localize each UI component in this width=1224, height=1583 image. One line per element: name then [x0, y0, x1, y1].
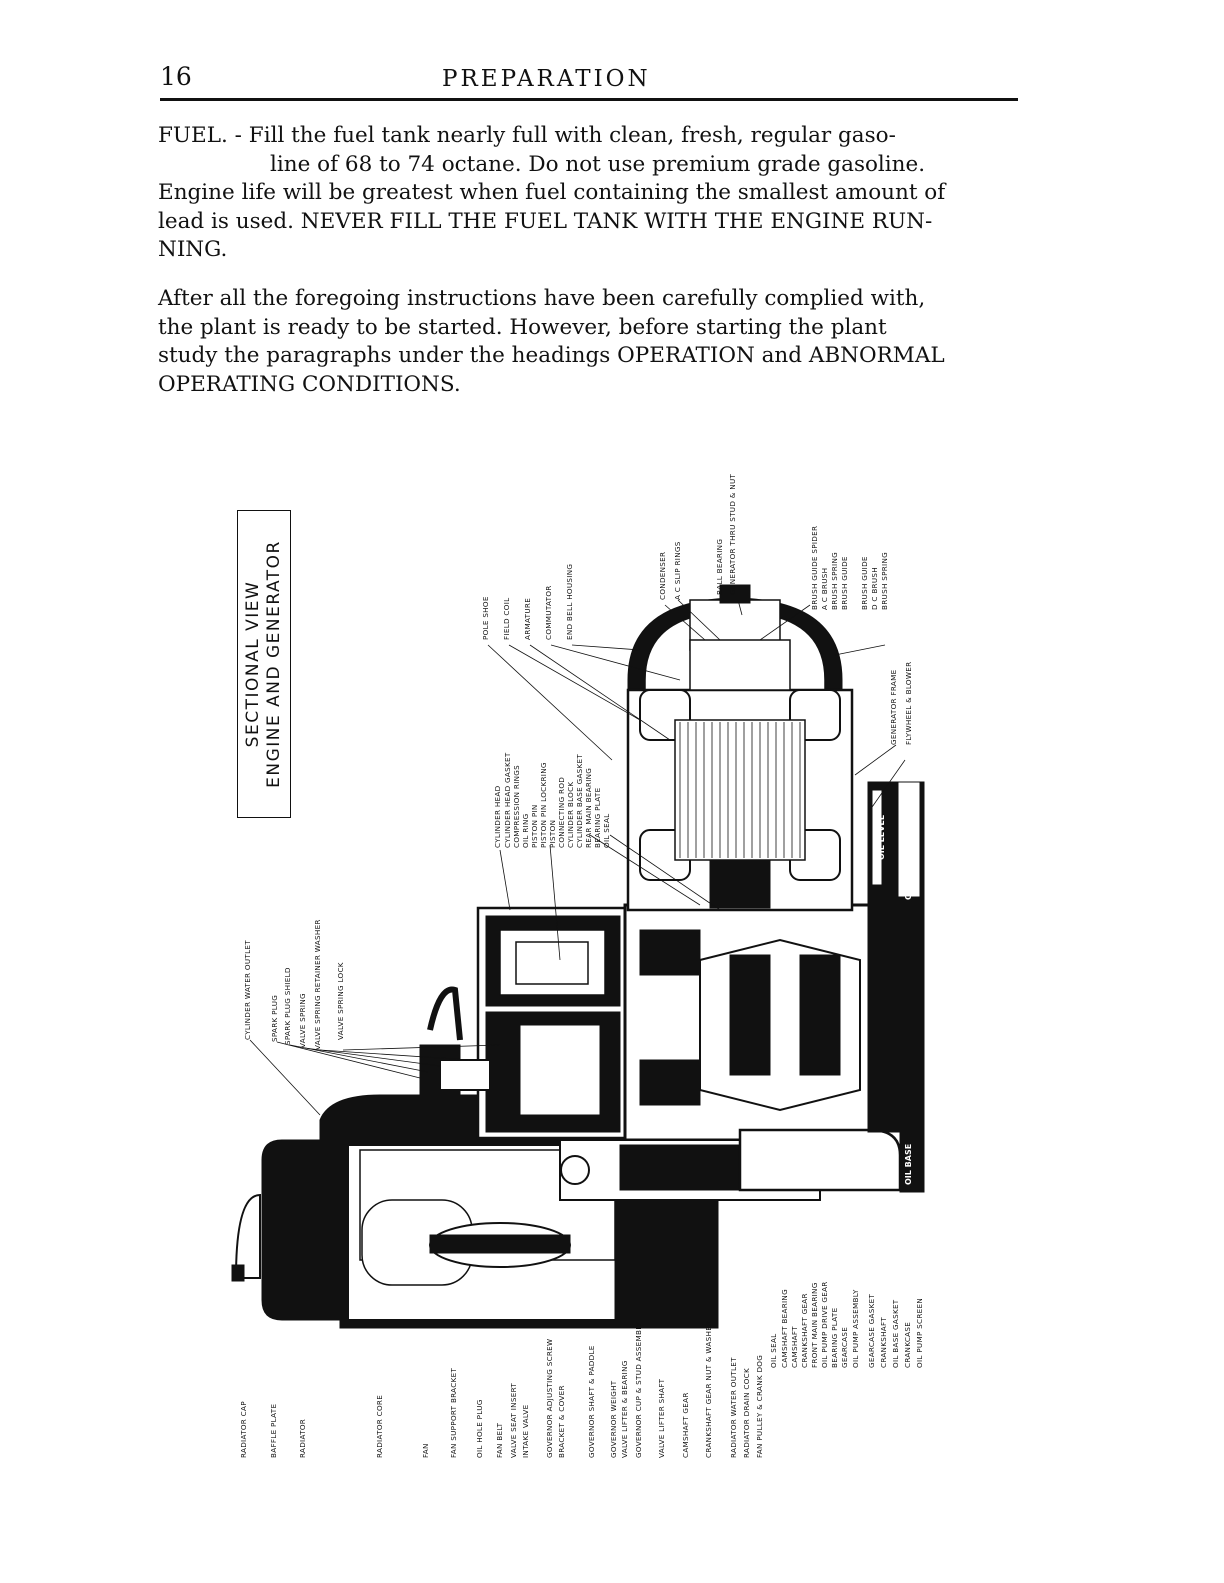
- callout-end-bell-housing: END BELL HOUSING: [565, 563, 574, 640]
- callout-valve-spring: VALVE SPRING: [298, 993, 307, 1048]
- callout-governor-shaft-paddle: GOVERNOR SHAFT & PADDLE: [587, 1345, 596, 1458]
- callout-generator-thru-stud-nut: GENERATOR THRU STUD & NUT: [728, 473, 737, 595]
- callout-ac-brush: A C BRUSH: [820, 567, 829, 610]
- callout-crankcase: CRANKCASE: [903, 1321, 912, 1368]
- callout-spark-plug: SPARK PLUG: [270, 994, 279, 1042]
- text-line: line of 68 to 74 octane. Do not use premium grade gasoline.: [270, 151, 926, 177]
- callout-radiator-cap: RADIATOR CAP: [239, 1401, 248, 1458]
- callout-governor-weight: GOVERNOR WEIGHT: [609, 1380, 618, 1458]
- text-line: OPERATING CONDITIONS.: [158, 371, 461, 397]
- callout-oil-hole-plug: OIL HOLE PLUG: [475, 1399, 484, 1458]
- callout-oil-pump-screen: OIL PUMP SCREEN: [915, 1297, 924, 1368]
- callout-oil-seal-top: OIL SEAL: [602, 813, 611, 848]
- callout-camshaft-bearing: CAMSHAFT BEARING: [780, 1289, 789, 1368]
- callout-cylinder-head-gasket: CYLINDER HEAD GASKET: [503, 752, 512, 848]
- callout-oil-seal-bottom: OIL SEAL: [769, 1333, 778, 1368]
- engine-generator-illustration: [232, 585, 924, 1328]
- callout-bracket-cover: BRACKET & COVER: [557, 1385, 566, 1458]
- callout-crankshaft-gear-nut: CRANKSHAFT GEAR NUT & WASHER: [704, 1320, 713, 1458]
- callout-rear-main-bearing: REAR MAIN BEARING: [584, 767, 593, 848]
- callout-camshaft: CAMSHAFT: [790, 1326, 799, 1368]
- callout-radiator-drain-cock: RADIATOR DRAIN COCK: [742, 1368, 751, 1458]
- callout-field-coil: FIELD COIL: [502, 597, 511, 640]
- callout-condenser: CONDENSER: [658, 551, 667, 600]
- callout-brush-guide-2: BRUSH GUIDE: [860, 556, 869, 610]
- callout-brush-spring-2: BRUSH SPRING: [880, 552, 889, 610]
- oil-bypass-assembly-label: OIL BY-PASS ASSEMBLY: [904, 796, 913, 900]
- text-line: After all the foregoing instructions have been carefully complied with,: [158, 286, 926, 311]
- callout-piston: PISTON: [548, 819, 557, 848]
- callout-generator-frame: GENERATOR FRAME: [889, 669, 898, 745]
- callout-cylinder-water-outlet: CYLINDER WATER OUTLET: [243, 940, 252, 1040]
- callout-oil-ring: OIL RING: [521, 813, 530, 848]
- text-line: FUEL. - Fill the fuel tank nearly full with clean, fresh, regular gaso-: [158, 123, 896, 148]
- callout-brush-guide: BRUSH GUIDE: [840, 556, 849, 610]
- text-line: NING.: [158, 237, 228, 262]
- callout-cylinder-block: CYLINDER BLOCK: [566, 781, 575, 848]
- callout-valve-spring-lock: VALVE SPRING LOCK: [336, 962, 345, 1040]
- callout-fan-belt: FAN BELT: [495, 1422, 504, 1458]
- figure-title-line1: SECTIONAL VIEW: [243, 580, 263, 748]
- callout-flywheel-blower: FLYWHEEL & BLOWER: [904, 661, 913, 745]
- oil-base-label: OIL BASE: [904, 1143, 913, 1185]
- callout-spark-plug-shield: SPARK PLUG SHIELD: [283, 967, 292, 1045]
- callout-camshaft-gear: CAMSHAFT GEAR: [681, 1392, 690, 1458]
- callout-cylinder-head: CYLINDER HEAD: [493, 785, 502, 848]
- callout-piston-pin: PISTON PIN: [530, 804, 539, 848]
- text-line: lead is used. NEVER FILL THE FUEL TANK WITH THE ENGINE RUN-: [158, 208, 933, 234]
- callout-governor-adjusting-screw: GOVERNOR ADJUSTING SCREW: [545, 1338, 554, 1458]
- page-number: 16: [160, 62, 192, 91]
- callout-oil-pump-drive-gear: OIL PUMP DRIVE GEAR: [820, 1281, 829, 1368]
- callout-radiator: RADIATOR: [298, 1418, 307, 1458]
- text-line: Engine life will be greatest when fuel containing the smallest amount of: [158, 180, 946, 205]
- callout-baffle-plate: BAFFLE PLATE: [269, 1403, 278, 1458]
- callout-compression-rings: COMPRESSION RINGS: [512, 764, 521, 848]
- callout-fan: FAN: [421, 1443, 430, 1458]
- callout-radiator-core: RADIATOR CORE: [375, 1394, 384, 1458]
- callout-intake-valve: INTAKE VALVE: [521, 1404, 530, 1458]
- callout-brush-guide-spider: BRUSH GUIDE SPIDER: [810, 525, 819, 610]
- text-line: study the paragraphs under the headings OPERATION and ABNORMAL: [158, 343, 945, 368]
- callout-gearcase: GEARCASE: [840, 1326, 849, 1368]
- callout-commutator: COMMUTATOR: [544, 585, 553, 640]
- callout-front-main-bearing: FRONT MAIN BEARING: [810, 1282, 819, 1368]
- callout-armature: ARMATURE: [523, 597, 532, 640]
- callout-oil-pump-assembly: OIL PUMP ASSEMBLY: [851, 1289, 860, 1368]
- callout-bearing-plate: BEARING PLATE: [593, 787, 602, 848]
- callout-pole-shoe: POLE SHOE: [481, 596, 490, 640]
- callout-valve-lifter-shaft: VALVE LIFTER SHAFT: [657, 1378, 666, 1458]
- callout-bearing-plate-bottom: BEARING PLATE: [830, 1307, 839, 1368]
- callout-valve-lifter-bearing: VALVE LIFTER & BEARING: [620, 1360, 629, 1458]
- oil-level-label: OIL LEVEL: [877, 815, 886, 860]
- callout-brush-spring: BRUSH SPRING: [830, 552, 839, 610]
- text-line: the plant is ready to be started. However, before starting the plant: [158, 314, 887, 340]
- callout-oil-base-gasket: OIL BASE GASKET: [891, 1299, 900, 1368]
- callout-fan-pulley-crank-dog: FAN PULLEY & CRANK DOG: [755, 1354, 764, 1458]
- callout-crankshaft-gear: CRANKSHAFT GEAR: [800, 1293, 809, 1368]
- callout-ac-slip-rings: A C SLIP RINGS: [673, 541, 682, 600]
- callout-governor-cup-stud: GOVERNOR CUP & STUD ASSEMBLY: [634, 1321, 643, 1458]
- callout-valve-spring-retainer-washer: VALVE SPRING RETAINER WASHER: [313, 919, 322, 1050]
- callout-dc-brush: D C BRUSH: [870, 567, 879, 610]
- callout-valve-seat-insert: VALVE SEAT INSERT: [509, 1382, 518, 1458]
- callout-gearcase-gasket: GEARCASE GASKET: [867, 1293, 876, 1368]
- callout-radiator-water-outlet: RADIATOR WATER OUTLET: [729, 1357, 738, 1458]
- figure-title-line2: ENGINE AND GENERATOR: [264, 540, 284, 788]
- callout-cylinder-base-gasket: CYLINDER BASE GASKET: [575, 753, 584, 848]
- callout-ball-bearing: BALL BEARING: [715, 538, 724, 595]
- callout-connecting-rod: CONNECTING ROD: [557, 776, 566, 848]
- running-head: PREPARATION: [442, 66, 651, 92]
- callout-fan-support-bracket: FAN SUPPORT BRACKET: [449, 1367, 458, 1458]
- callout-crankshaft: CRANKSHAFT: [879, 1316, 888, 1368]
- callout-piston-pin-lockring: PISTON PIN LOCKRING: [539, 762, 548, 848]
